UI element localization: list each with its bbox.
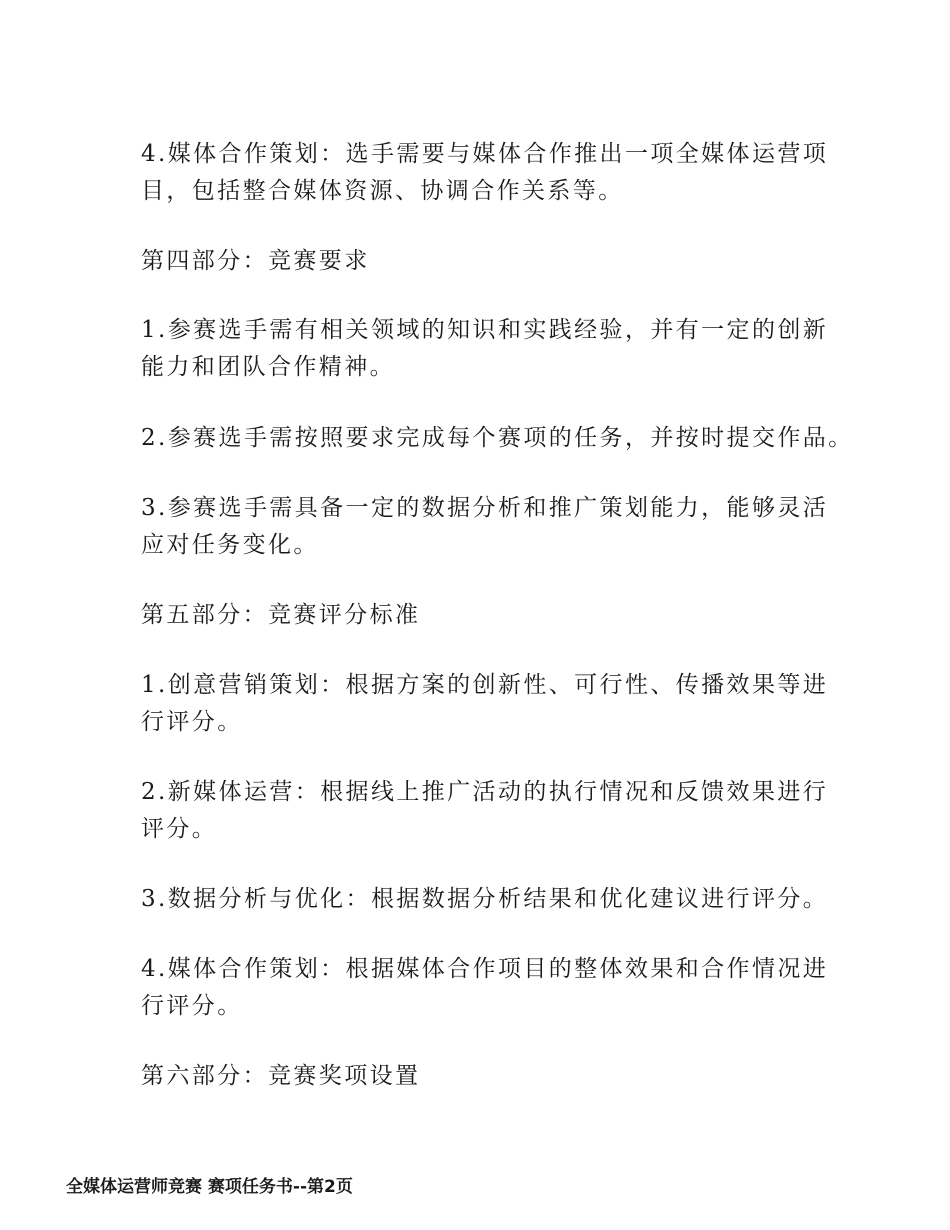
paragraph-scoring-1 [141, 667, 841, 741]
paragraph-line: 目，包括整合媒体资源、协调合作关系等。 [141, 178, 624, 204]
paragraph-line: 3.参赛选手需具备一定的数据分析和推广策划能力，能够灵活 [141, 495, 829, 521]
paragraph-requirement-3 [141, 490, 841, 564]
paragraph-line: 4.媒体合作策划：选手需要与媒体合作推出一项全媒体运营项 [141, 141, 829, 167]
paragraph-line: 应对任务变化。 [141, 532, 319, 558]
paragraph-scoring-3 [141, 881, 841, 918]
paragraph-line: 1.参赛选手需有相关领域的知识和实践经验，并有一定的创新 [141, 317, 829, 343]
paragraph-line: 4.媒体合作策划：根据媒体合作项目的整体效果和合作情况进 [141, 956, 829, 982]
section-heading-part-five [141, 597, 841, 634]
paragraph-line: 评分。 [141, 816, 218, 842]
paragraph-requirement-2 [141, 420, 854, 457]
paragraph-line: 能力和团队合作精神。 [141, 354, 395, 380]
paragraph-requirement-1 [141, 312, 841, 386]
paragraph-scoring-2 [141, 774, 841, 848]
paragraph-scoring-4 [141, 951, 841, 1025]
section-heading-part-six [141, 1058, 841, 1095]
paragraph-line: 2.新媒体运营：根据线上推广活动的执行情况和反馈效果进行 [141, 779, 829, 805]
paragraph-media-cooperation-task [141, 136, 841, 210]
page-footer: 全媒体运营师竞赛 赛项任务书--第2页 [66, 1177, 353, 1197]
paragraph-line: 1.创意营销策划：根据方案的创新性、可行性、传播效果等进 [141, 672, 829, 698]
section-heading-part-four [141, 243, 841, 280]
section-heading: 第四部分：竞赛要求 [141, 248, 370, 274]
paragraph-line: 行评分。 [141, 709, 243, 735]
section-heading: 第六部分：竞赛奖项设置 [141, 1063, 421, 1089]
paragraph-line: 2.参赛选手需按照要求完成每个赛项的任务，并按时提交作品。 [141, 425, 854, 451]
paragraph-line: 行评分。 [141, 993, 243, 1019]
section-heading: 第五部分：竞赛评分标准 [141, 602, 421, 628]
paragraph-line: 3.数据分析与优化：根据数据分析结果和优化建议进行评分。 [141, 886, 829, 912]
